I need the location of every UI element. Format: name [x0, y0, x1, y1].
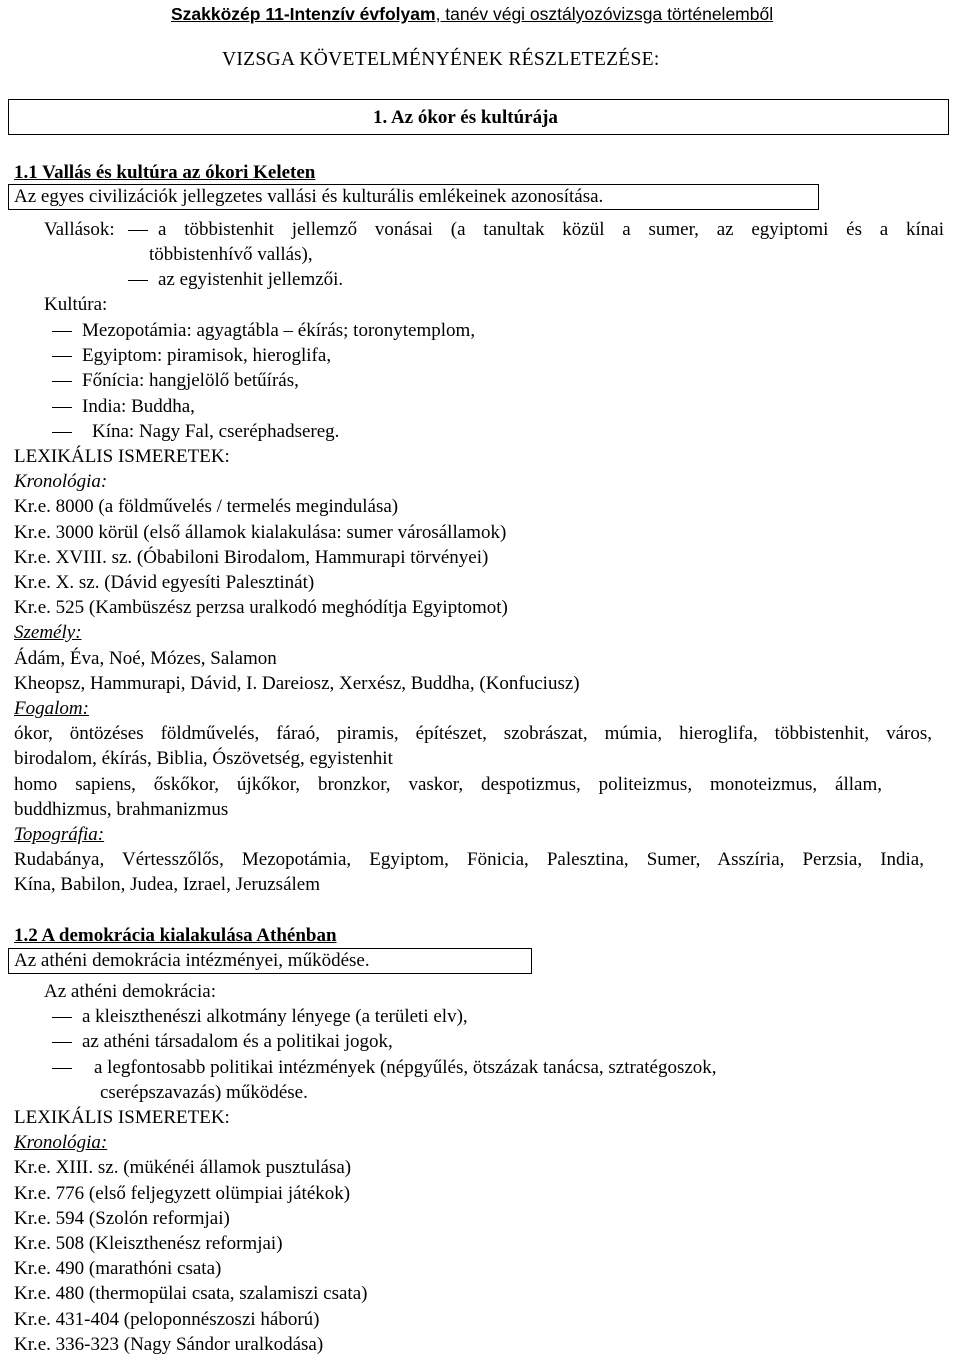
- kultura-item-5-text: Kína: Nagy Fal, cseréphadsereg.: [92, 421, 340, 442]
- kultura-item-2-text: Egyiptom: piramisok, hieroglifa,: [82, 345, 332, 366]
- dash-icon: [52, 331, 72, 332]
- kronologia-1-item: Kr.e. XVIII. sz. (Óbabiloni Birodalom, Hammurapi törvényei): [14, 547, 489, 568]
- dash-icon: [52, 356, 72, 357]
- kronologia-1-item: Kr.e. 525 (Kambüszész perzsa uralkodó meghódítja Egyiptomot): [14, 597, 508, 618]
- vallasok-item-1-text: a többistenhit jellemző vonásai (a tanultak közül a sumer, az egyiptomi és a kínai: [158, 219, 944, 240]
- athens-item-1: [52, 1005, 468, 1029]
- fogalom-line: homo sapiens, őskőkor, újkőkor, bronzkor, vaskor, despotizmus, politeizmus, monoteizmus, állam,: [14, 774, 882, 795]
- dash-icon: [52, 1017, 72, 1018]
- kultura-item-3: [52, 369, 299, 393]
- kultura-item-5: [52, 420, 339, 444]
- szemely-line: Kheopsz, Hammurapi, Dávid, I. Dareiosz, Xerxész, Buddha, (Konfuciusz): [14, 673, 580, 694]
- dash-icon: [52, 407, 72, 408]
- kronologia-label-2: Kronológia:: [14, 1132, 108, 1153]
- section-heading-1-2: 1.2 A demokrácia kialakulása Athénban: [14, 925, 337, 946]
- kronologia-1-item: Kr.e. 3000 körül (első államok kialakulása: sumer városállamok): [14, 522, 507, 543]
- vallasok-label: Vallások:: [44, 219, 115, 240]
- kultura-item-4: [52, 395, 195, 419]
- kronologia-1-item: Kr.e. X. sz. (Dávid egyesíti Palesztinát): [14, 572, 315, 593]
- kronologia-2-item: Kr.e. 594 (Szolón reformjai): [14, 1208, 230, 1229]
- kronologia-2-item: Kr.e. 431-404 (peloponnészoszi háború): [14, 1309, 320, 1330]
- kultura-label: Kultúra:: [44, 294, 108, 315]
- kronologia-2-item: Kr.e. 776 (első feljegyzett olümpiai játékok): [14, 1183, 351, 1204]
- kronologia-1-item: Kr.e. 8000 (a földművelés / termelés megindulása): [14, 496, 399, 517]
- lexical-label-1: LEXIKÁLIS ISMERETEK:: [14, 446, 230, 467]
- athens-item-2: [52, 1030, 393, 1054]
- dash-icon: [128, 280, 148, 281]
- kronologia-2-item: Kr.e. 508 (Kleiszthenész reformjai): [14, 1233, 283, 1254]
- kronologia-2-item: Kr.e. 336-323 (Nagy Sándor uralkodása): [14, 1334, 324, 1355]
- kronologia-label-1: Kronológia:: [14, 471, 108, 492]
- topic-1-1: Az egyes civilizációk jellegzetes vallási és kulturális emlékeinek azonosítása.: [14, 186, 604, 207]
- dash-icon: [52, 1042, 72, 1043]
- athens-intro-label: Az athéni demokrácia:: [44, 981, 216, 1002]
- dash-icon: [52, 432, 72, 433]
- topografia-label: Topográfia:: [14, 824, 105, 845]
- kultura-item-1: [52, 319, 475, 343]
- page-header: [171, 2, 773, 26]
- dash-icon: [52, 381, 72, 382]
- vallasok-item-1: [128, 218, 944, 242]
- topic-1-2: Az athéni demokrácia intézményei, működése.: [14, 950, 370, 971]
- dash-icon: [128, 230, 148, 231]
- lexical-label-2: LEXIKÁLIS ISMERETEK:: [14, 1107, 230, 1128]
- kronologia-2-item: Kr.e. 490 (marathóni csata): [14, 1258, 222, 1279]
- fogalom-line: birodalom, ékírás, Biblia, Ószövetség, egyistenhit: [14, 748, 393, 769]
- szemely-line: Ádám, Éva, Noé, Mózes, Salamon: [14, 648, 277, 669]
- main-title: VIZSGA KÖVETELMÉNYÉNEK RÉSZLETEZÉSE:: [222, 49, 660, 70]
- athens-item-3-cont: cserépszavazás) működése.: [100, 1082, 308, 1103]
- szemely-label: Személy:: [14, 622, 82, 643]
- dash-icon: [52, 1068, 72, 1069]
- header-rest: , tanév végi osztályozóvizsga történelemből: [435, 4, 774, 24]
- chapter-title: 1. Az ókor és kultúrája: [373, 107, 558, 128]
- athens-item-1-text: a kleiszthenészi alkotmány lényege (a területi elv),: [82, 1006, 468, 1027]
- kultura-item-4-text: India: Buddha,: [82, 396, 195, 417]
- kronologia-2-item: Kr.e. XIII. sz. (mükénéi államok pusztulása): [14, 1157, 352, 1178]
- athens-item-3-text: a legfontosabb politikai intézmények (népgyűlés, ötszázak tanácsa, sztratégoszok,: [94, 1057, 717, 1078]
- topografia-line: Rudabánya, Vértesszőlős, Mezopotámia, Egyiptom, Fönicia, Palesztina, Sumer, Asszíria, Perzsia, India,: [14, 849, 924, 870]
- header-bold: Szakközép 11-Intenzív évfolyam: [171, 4, 436, 24]
- kultura-item-3-text: Főnícia: hangjelölő betűírás,: [82, 370, 299, 391]
- fogalom-label: Fogalom:: [14, 698, 89, 719]
- vallasok-item-2: [128, 268, 343, 292]
- section-heading-1-1: 1.1 Vallás és kultúra az ókori Keleten: [14, 162, 316, 183]
- fogalom-line: buddhizmus, brahmanizmus: [14, 799, 229, 820]
- vallasok-item-1-cont: többistenhívő vallás),: [149, 244, 313, 265]
- kultura-item-2: [52, 344, 331, 368]
- kronologia-2-item: Kr.e. 480 (thermopülai csata, szalamiszi csata): [14, 1283, 368, 1304]
- vallasok-item-2-text: az egyistenhit jellemzői.: [158, 269, 344, 290]
- athens-item-2-text: az athéni társadalom és a politikai jogok,: [82, 1031, 393, 1052]
- kultura-item-1-text: Mezopotámia: agyagtábla – ékírás; toronytemplom,: [82, 320, 476, 341]
- topografia-line: Kína, Babilon, Judea, Izrael, Jeruzsálem: [14, 874, 320, 895]
- fogalom-line: ókor, öntözéses földművelés, fáraó, piramis, építészet, szobrászat, múmia, hieroglifa, többistenhit, város,: [14, 723, 932, 744]
- athens-item-3: [52, 1056, 717, 1080]
